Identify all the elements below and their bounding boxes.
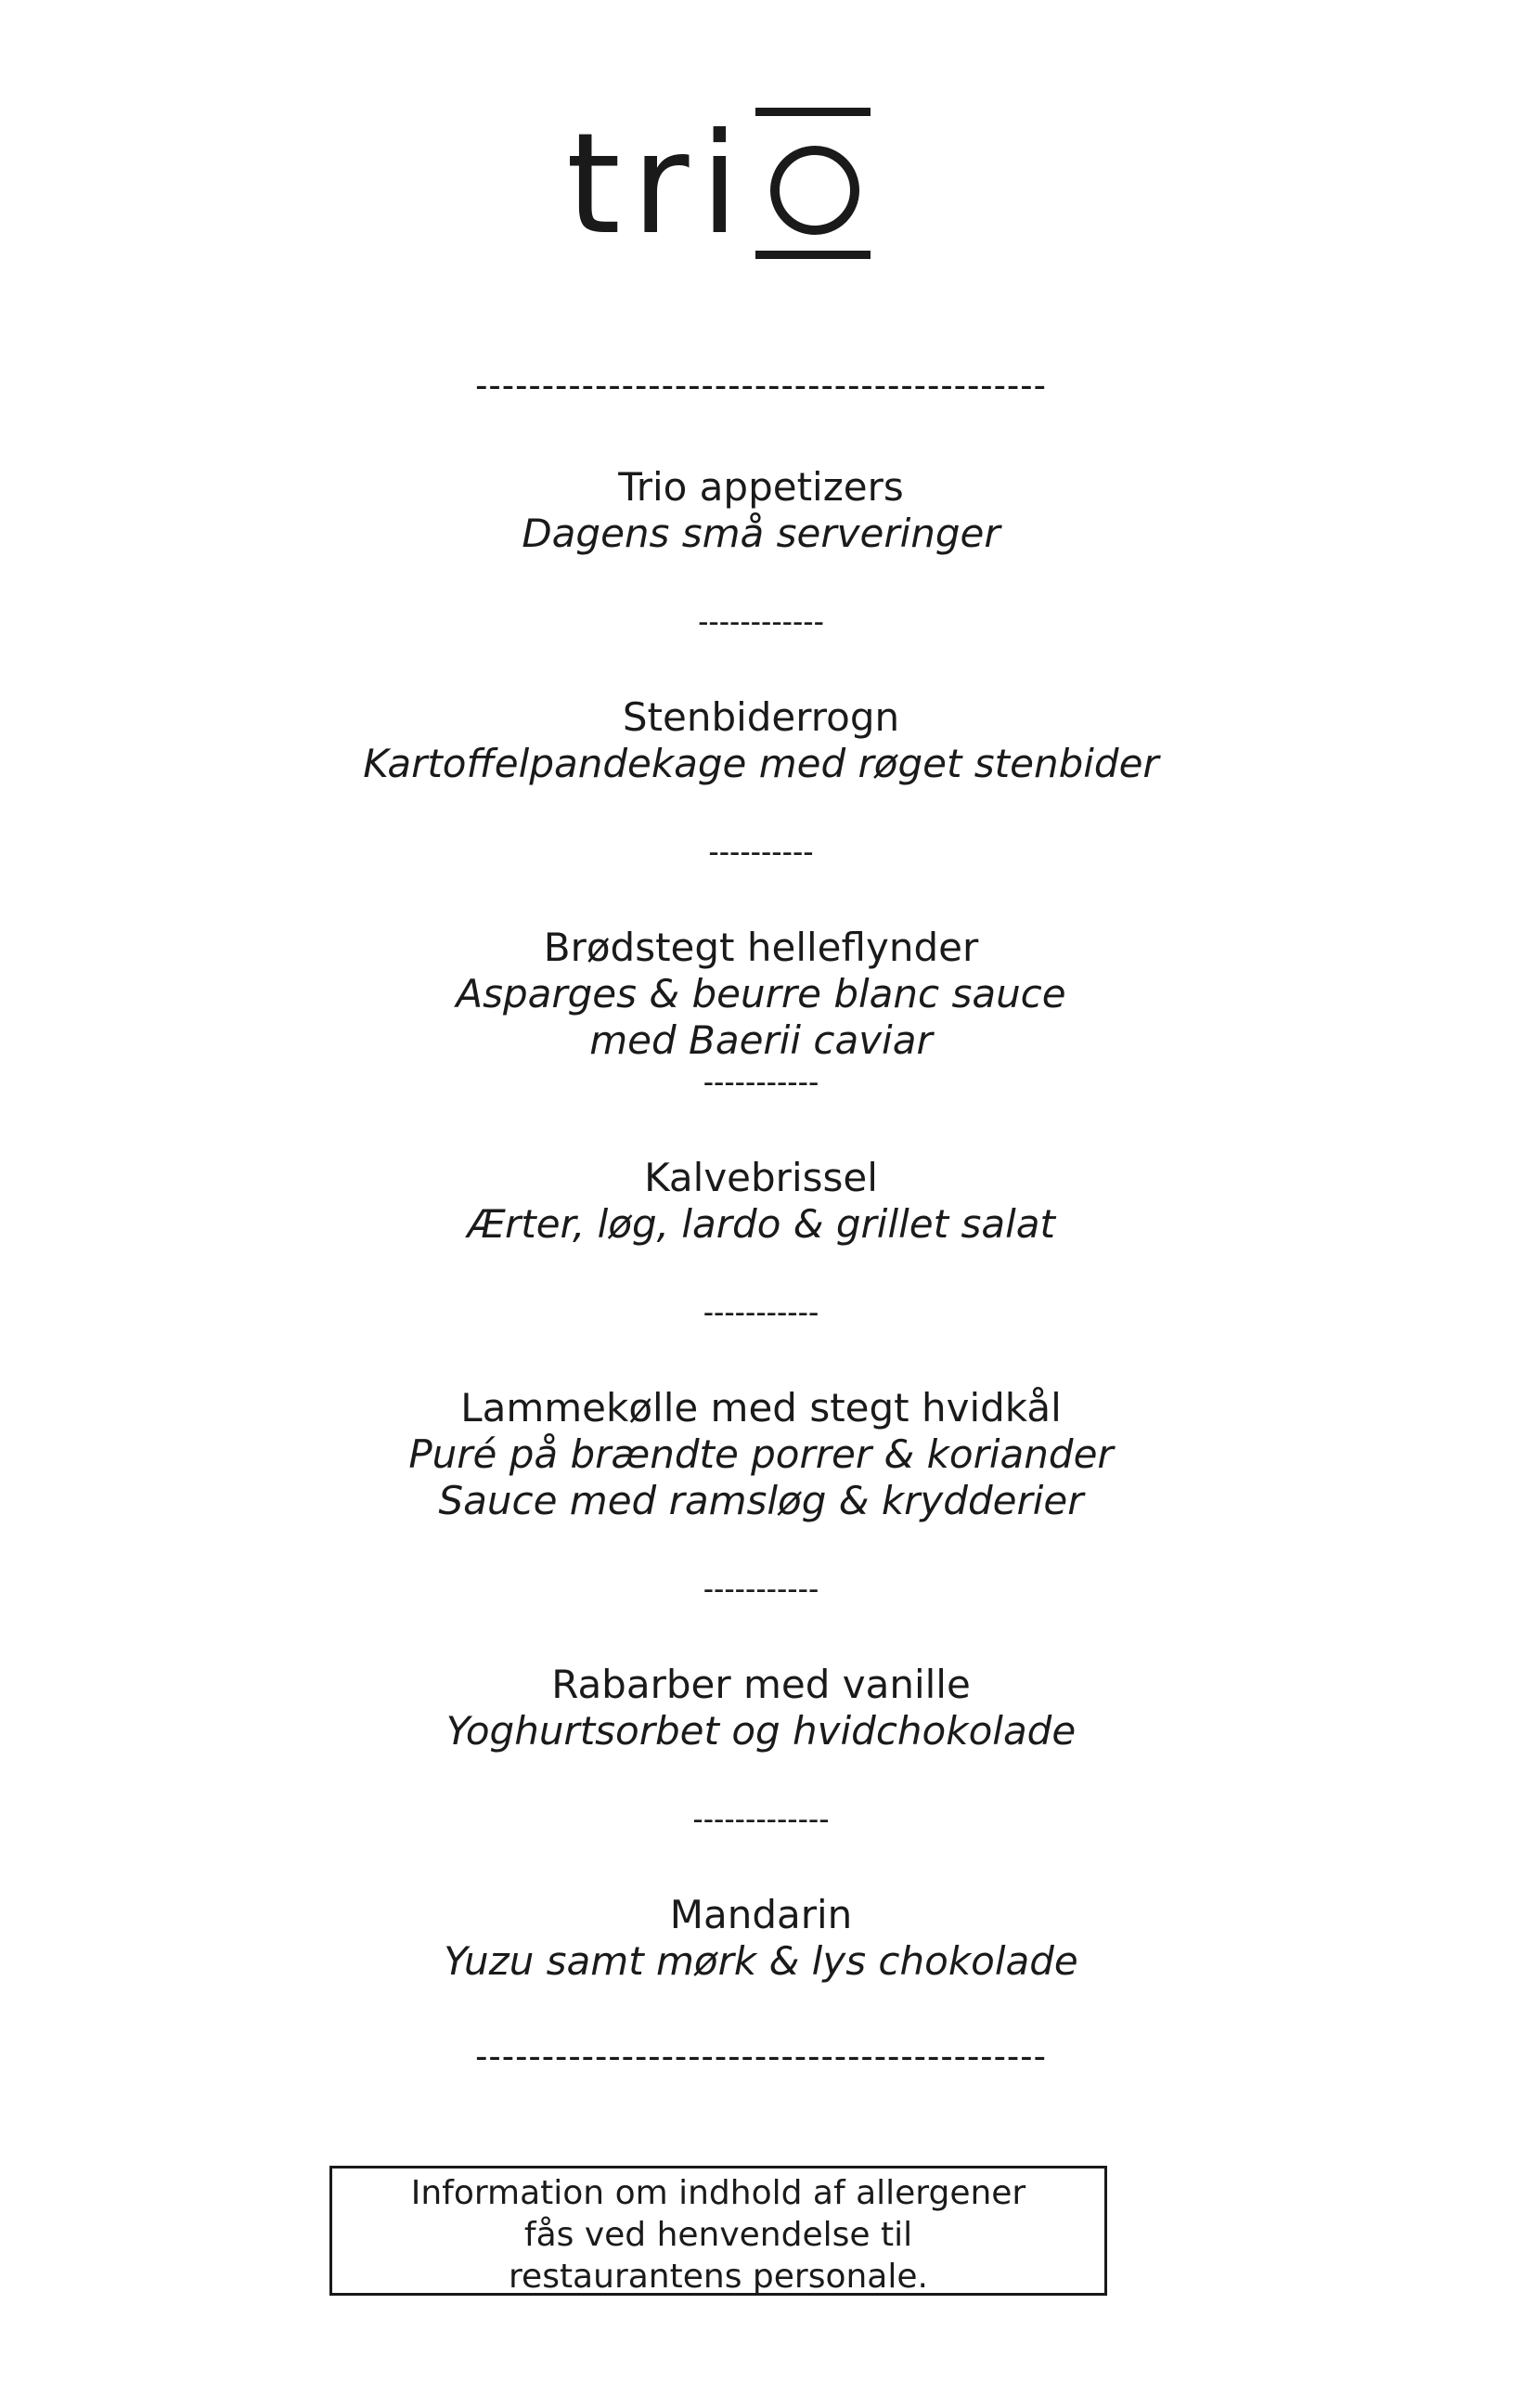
top-rule: ------------------------------------------- bbox=[475, 365, 1047, 406]
course-separator: ------------- bbox=[692, 1802, 830, 1837]
logo-bottom-bar bbox=[755, 251, 871, 259]
logo-text: tri bbox=[566, 104, 751, 265]
course-separator: ----------- bbox=[703, 1295, 819, 1330]
logo-top-bar bbox=[755, 108, 871, 116]
course-separator: ----------- bbox=[703, 1572, 819, 1607]
course-description: Yoghurtsorbet og hvidchokolade bbox=[445, 1708, 1077, 1754]
course-name: Rabarber med vanille bbox=[551, 1662, 971, 1707]
course-name: Mandarin bbox=[669, 1892, 853, 1937]
course-2 bbox=[0, 694, 1522, 787]
course-7 bbox=[0, 1892, 1522, 1985]
logo-ring bbox=[770, 146, 859, 235]
course-description: Asparges & beurre blanc sauce bbox=[456, 971, 1066, 1016]
course-description: Yuzu samt mørk & lys chokolade bbox=[444, 1938, 1078, 1984]
course-name: Lammekølle med stegt hvidkål bbox=[460, 1385, 1062, 1431]
course-separator: ------------ bbox=[698, 604, 824, 640]
course-description: Sauce med ramsløg & krydderier bbox=[438, 1478, 1084, 1523]
course-description: Kartoffelpandekage med røget stenbider bbox=[363, 741, 1159, 786]
course-1 bbox=[0, 464, 1522, 557]
logo-o-mark bbox=[755, 104, 871, 266]
course-6 bbox=[0, 1662, 1522, 1754]
course-5 bbox=[0, 1385, 1522, 1524]
course-separator: ----------- bbox=[703, 1065, 819, 1100]
course-description: Dagens små serveringer bbox=[522, 511, 1000, 556]
course-separator: ---------- bbox=[708, 835, 814, 870]
trio-logo bbox=[566, 104, 872, 266]
info-line: fås ved henvendelse til bbox=[523, 2216, 913, 2254]
course-name: Trio appetizers bbox=[618, 464, 904, 510]
course-4 bbox=[0, 1155, 1522, 1248]
course-name: Kalvebrissel bbox=[644, 1155, 878, 1200]
course-3 bbox=[0, 925, 1522, 1064]
info-line: Information om indhold af allergener bbox=[410, 2174, 1026, 2212]
course-description: med Baerii caviar bbox=[589, 1017, 933, 1063]
course-description: Ærter, løg, lardo & grillet salat bbox=[467, 1201, 1055, 1247]
allergen-info-box bbox=[329, 2166, 1107, 2296]
bottom-rule: ------------------------------------------- bbox=[475, 2036, 1047, 2077]
course-name: Brødstegt helleflynder bbox=[543, 925, 979, 970]
info-line: restaurantens personale. bbox=[509, 2258, 928, 2296]
course-name: Stenbiderrogn bbox=[622, 694, 900, 740]
course-description: Puré på brændte porrer & koriander bbox=[408, 1431, 1114, 1477]
